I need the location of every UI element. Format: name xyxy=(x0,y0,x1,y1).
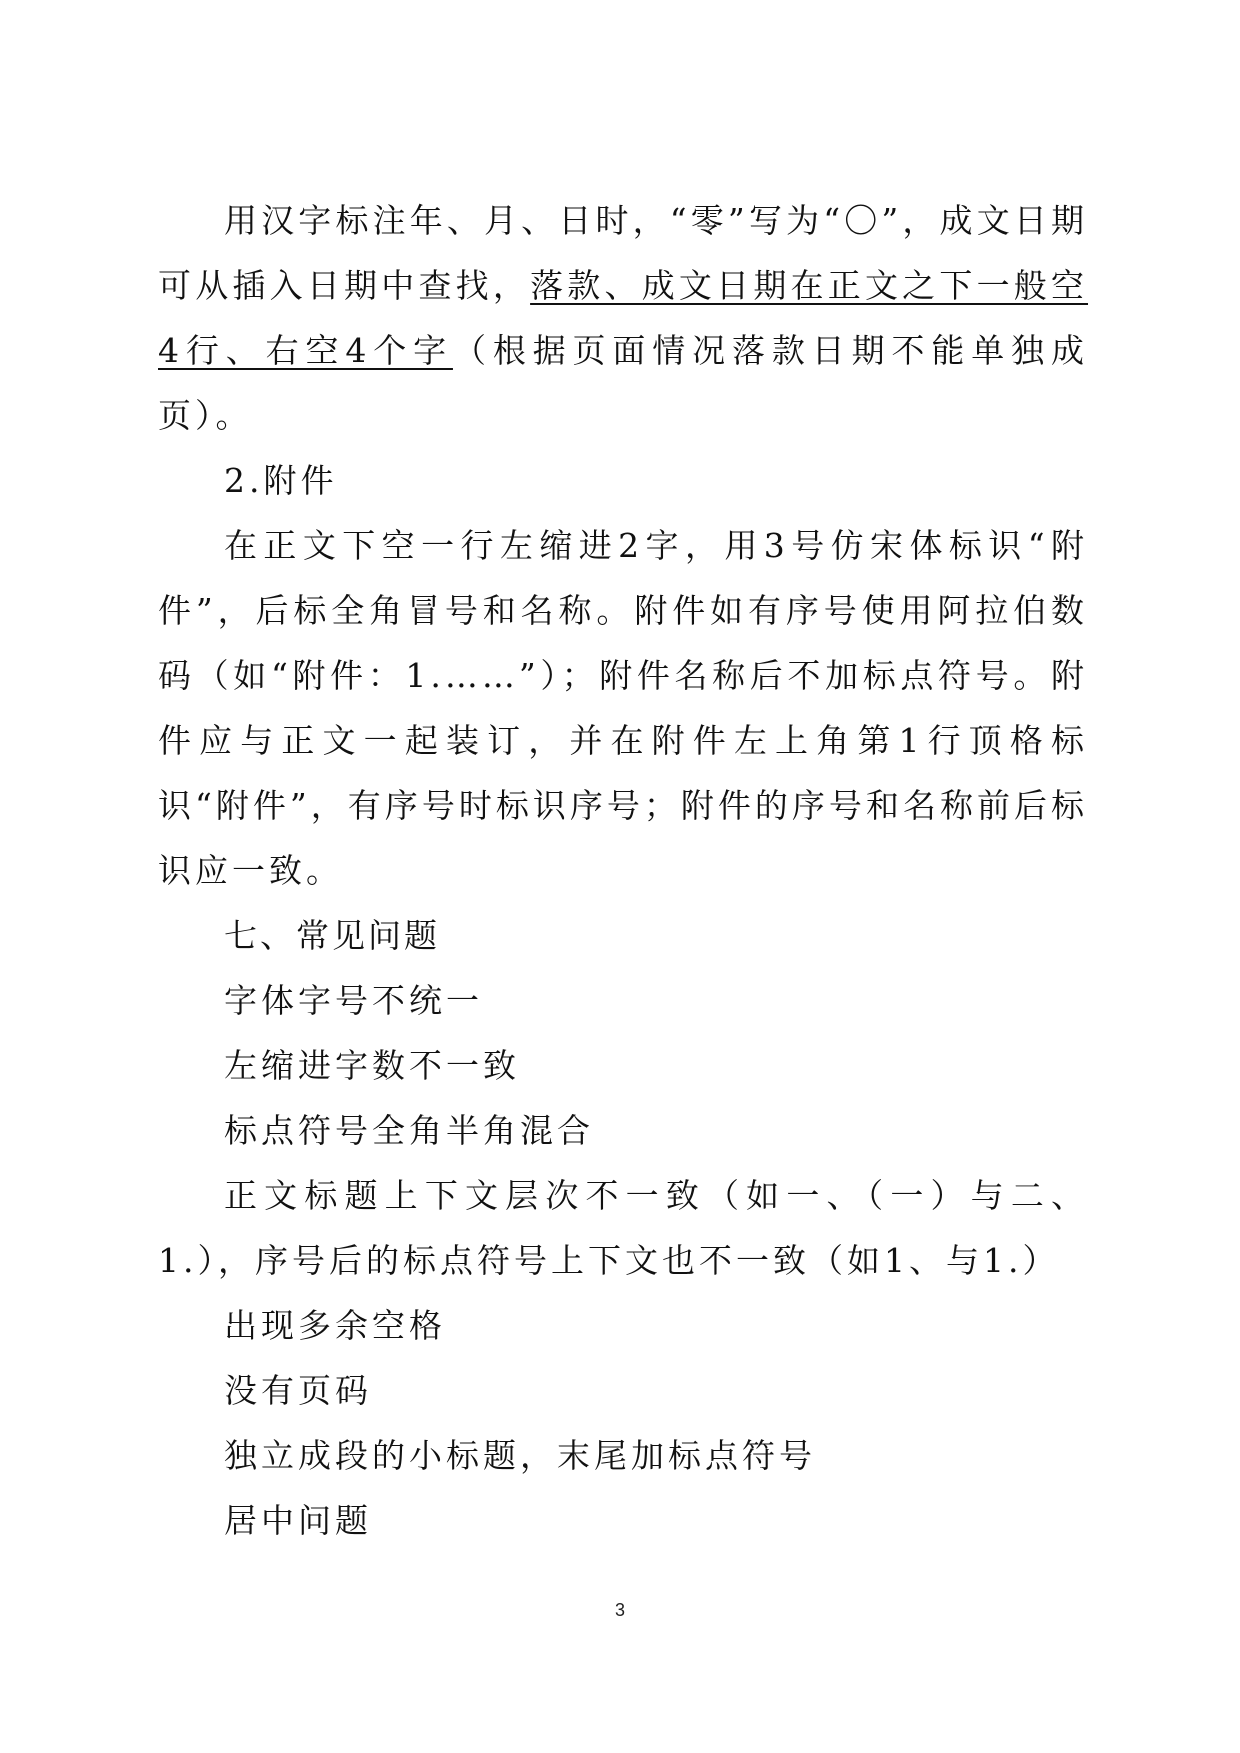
section-title: 七、常见问题 xyxy=(224,916,440,955)
date-paragraph-underlined-text: 落款、成文日期在正文之下一般空4行、右空4个字 xyxy=(158,266,1089,370)
issue-item: 居中问题 xyxy=(224,1501,372,1540)
document-body xyxy=(158,188,1088,1553)
page-number: 3 xyxy=(614,1600,625,1620)
attachment-heading: 2.附件 xyxy=(224,461,338,500)
issue-item: 左缩进字数不一致 xyxy=(224,1046,520,1085)
date-paragraph xyxy=(158,188,1088,448)
date-paragraph-note: （根据页面情况落款日期不能单独成页）。 xyxy=(158,331,1088,435)
issue-item: 独立成段的小标题，末尾加标点符号 xyxy=(224,1436,816,1475)
issue-item: 标点符号全角半角混合 xyxy=(224,1111,594,1150)
date-paragraph-text: 用汉字标注年、月、日时，“零”写为“〇”，成文日期可从插入日期中查找， xyxy=(158,201,1088,305)
issue-item: 出现多余空格 xyxy=(224,1306,446,1345)
issue-item: 没有页码 xyxy=(224,1371,372,1410)
attachment-paragraph: 在正文下空一行左缩进2字，用3号仿宋体标识“附件”，后标全角冒号和名称。附件如有序号使用阿拉伯数码（如“附件：1.……”）；附件名称后不加标点符号。附件应与正文一起装订，并在附件左上角第1行顶格标识“附件”，有序号时标识序号；附件的序号和名称前后标识应一致。 xyxy=(158,526,1088,890)
issue-item: 正文标题上下文层次不一致（如一、（一）与二、1.），序号后的标点符号上下文也不一致（如1、与1.） xyxy=(158,1176,1088,1280)
issue-item: 字体字号不统一 xyxy=(224,981,483,1020)
